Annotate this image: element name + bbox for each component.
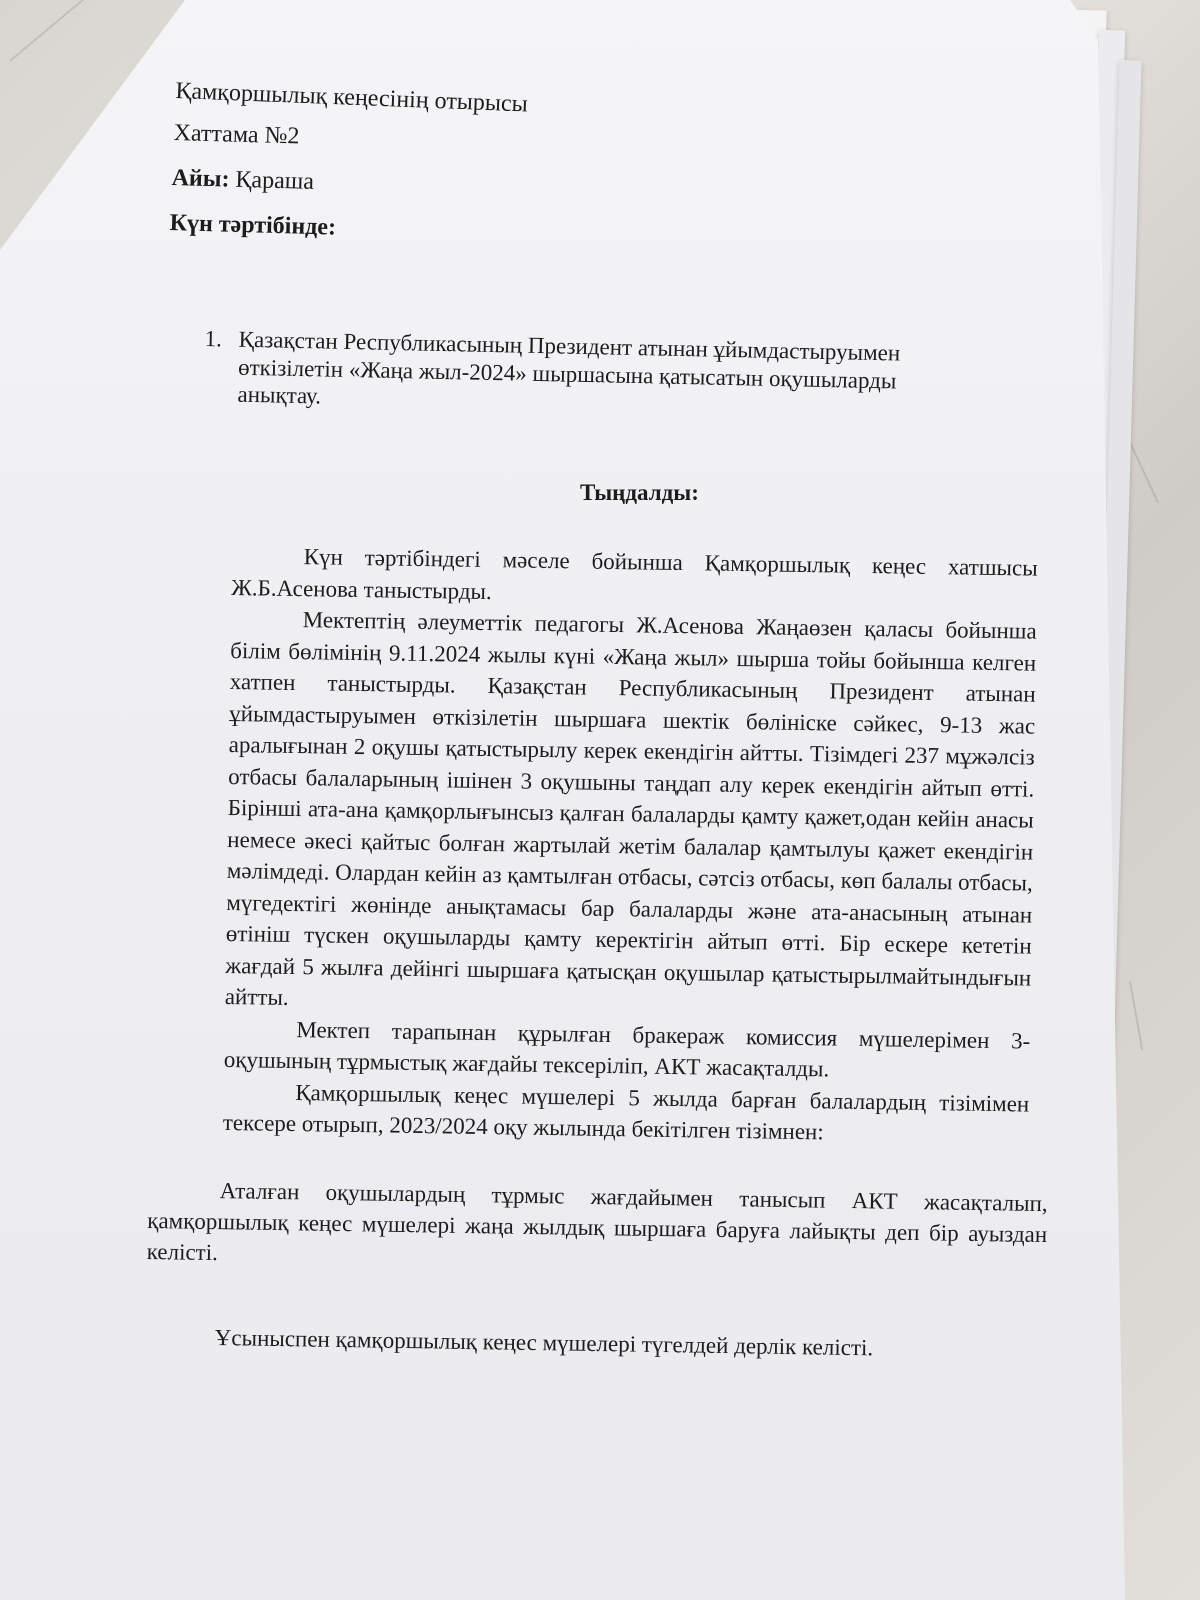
body-paragraph: Күн тәртібіндегі мәселе бойынша Қамқоршылық кеңес хатшысы Ж.Б.Асенова таныстырды. xyxy=(231,544,1038,604)
body-paragraph: Мектептің әлеуметтік педагогы Ж.Асенова Жаңаөзен қаласы бойынша білім бөлімінің 9.11.2024 жылы күні «Жаңа жыл» шырша тойы бойынша келген хатпен таныстырды. Қазақстан Республикасының Президент атынан ұйымдастыруымен өткізілетін шыршаға шектік бөлініске сәйкес, 9-13 жас аралығынан 2 оқушы қатыстырылу керек екендігін айтты. Тізімдегі 237 мұжәлсіз отбасы балаларының ішінен 3 оқушыны таңдап алу керек екендігін айтып өтті. Бірінші ата-ана қамқорлығынсыз қалған балаларды қамту қажет,одан кейін анасы немесе әкесі қайтыс болған жартылай жетім балалар қамтылуы қажет екендігін мәлімдеді. Олардан кейін аз қамтылған отбасы, сәтсіз отбасы, көп балалы отбасы, мүгедектігі жөнінде анықтамасы бар балаларды және ата-анасының атынан өтініш түскен оқушыларды қамту керектігін айтып өтті. Бір ескере кететін жағдай 5 жылға дейінгі шыршаға қатысқан оқушылар қатыстырылмайтындығын айтты. xyxy=(224,607,1037,1010)
decision-paragraph: Аталған оқушылардың тұрмыс жағдайымен танысып АКТ жасақталып, қамқоршылық кеңес мүшелері жаңа жылдық шыршаға баруға лайықты деп бір ауыздан келісті. xyxy=(146,1178,1048,1266)
meeting-title: Қамқоршылық кеңесінің отырысы xyxy=(175,78,529,118)
month-line xyxy=(171,165,314,196)
body-paragraph: Мектеп тарапынан құрылған бракераж комиссия мүшелерімен 3-оқушының тұрмыстық жағдайы тексеріліп, АКТ жасақталды. xyxy=(223,1016,1031,1082)
month-value: Қараша xyxy=(235,166,315,195)
proposal-line: Ұсыныспен қамқоршылық кеңес мүшелері түгелдей дерлік келісті. xyxy=(214,1325,874,1361)
heard-heading: Тыңдалды: xyxy=(580,480,699,505)
agenda-item xyxy=(203,325,985,424)
protocol-number: Хаттама №2 xyxy=(173,120,300,150)
agenda-heading: Күн тәртібінде: xyxy=(169,210,337,241)
agenda-item-text: Қазақстан Республикасының Президент атынан ұйымдастыруымен өткізілетін «Жаңа жыл-2024» шыршасына қатысатын оқушыларды анықтау. xyxy=(237,326,901,409)
minutes-body xyxy=(223,540,1038,1151)
decision-block xyxy=(147,1174,1048,1281)
month-label: Айы: xyxy=(171,165,230,193)
agenda-item-number: 1. xyxy=(204,325,223,352)
body-paragraph: Қамқоршылық кеңес мүшелері 5 жылда барған балалардың тізімімен тексере отырып, 2023/2024 оқу жылында бекітілген тізімнен: xyxy=(222,1079,1030,1145)
